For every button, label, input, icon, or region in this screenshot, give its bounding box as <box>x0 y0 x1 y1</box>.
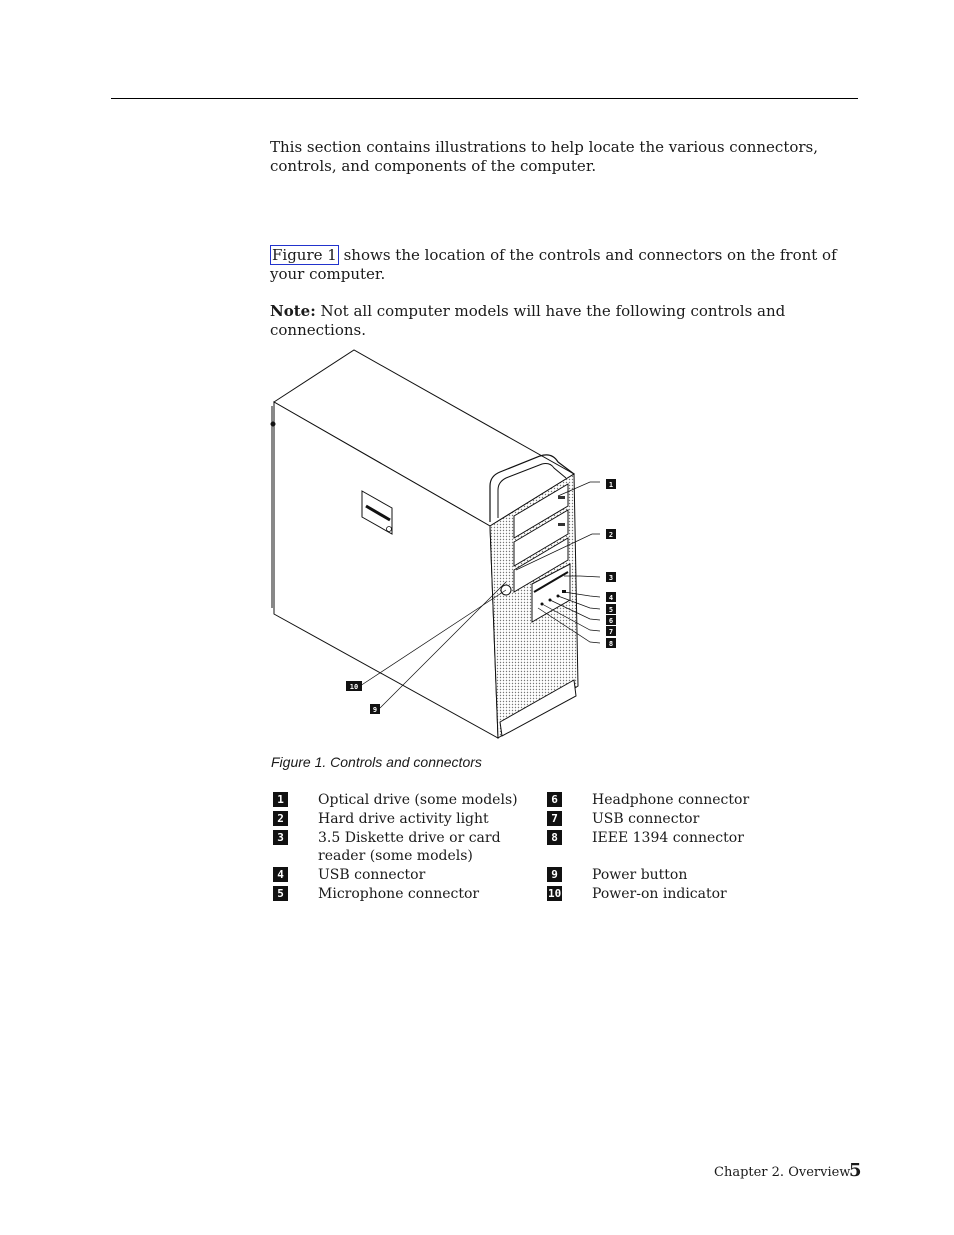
legend-badge: 5 <box>273 886 288 901</box>
legend-badge: 10 <box>548 887 562 900</box>
legend-item <box>273 866 426 884</box>
legend-label: IEEE 1394 connector <box>592 830 744 846</box>
legend-item <box>547 791 750 809</box>
legend-right <box>547 791 750 904</box>
legend-badge: 8 <box>547 830 562 845</box>
page-number: 5 <box>849 1160 862 1181</box>
intro-paragraph: This section contains illustrations to help locate the various connectors, controls, and components of the computer. <box>270 138 819 175</box>
note-label: Note: <box>270 302 316 320</box>
legend-item <box>547 866 688 884</box>
legend-label: USB connector <box>318 867 426 883</box>
svg-text:8: 8 <box>608 640 614 648</box>
callout-10 <box>346 681 362 691</box>
legend-item <box>273 829 501 865</box>
callout-5 <box>606 604 616 614</box>
callout-8 <box>606 638 616 648</box>
legend-label: Headphone connector <box>592 792 750 808</box>
callout-9 <box>370 704 380 714</box>
svg-text:3: 3 <box>608 574 614 582</box>
callout-2 <box>606 529 616 539</box>
note-paragraph <box>270 302 850 340</box>
callout-7 <box>606 626 616 636</box>
legend-badge: 9 <box>547 867 562 882</box>
legend-item <box>547 829 744 865</box>
legend-label: Power-on indicator <box>592 886 727 902</box>
figure-caption: Figure 1. Controls and connectors <box>271 754 482 770</box>
legend-item <box>273 885 480 903</box>
svg-text:10: 10 <box>349 683 359 691</box>
callout-4 <box>606 592 616 602</box>
legend-badge: 2 <box>273 811 288 826</box>
callout-6 <box>606 615 616 625</box>
svg-text:9: 9 <box>372 706 378 714</box>
legend-left <box>273 791 518 904</box>
legend-label: Optical drive (some models) <box>318 792 518 808</box>
front-intro-paragraph <box>270 246 850 284</box>
svg-text:5: 5 <box>608 606 614 614</box>
legend-item <box>547 810 700 828</box>
legend-item <box>273 810 489 828</box>
svg-text:2: 2 <box>608 531 614 539</box>
svg-text:7: 7 <box>608 628 614 636</box>
callout-3 <box>606 572 616 582</box>
legend-badge: 6 <box>547 792 562 807</box>
legend-item <box>547 885 727 903</box>
svg-text:1: 1 <box>608 481 614 489</box>
legend-badge: 7 <box>547 811 562 826</box>
legend-label: USB connector <box>592 811 700 827</box>
figure-1-link[interactable]: Figure 1 <box>272 246 337 264</box>
legend-badge: 3 <box>273 830 288 845</box>
legend-label: Power button <box>592 867 688 883</box>
note-text: Not all computer models will have the following controls and connections. <box>270 302 786 339</box>
legend-badge: 1 <box>273 792 288 807</box>
footer-chapter: Chapter 2. Overview <box>714 1165 851 1180</box>
callout-1 <box>606 479 616 489</box>
legend-label: Microphone connector <box>318 886 480 902</box>
svg-text:4: 4 <box>608 594 614 602</box>
legend-badge: 4 <box>273 867 288 882</box>
legend-item <box>273 791 518 809</box>
computer-front-illustration <box>262 346 622 746</box>
legend-label: Hard drive activity light <box>318 811 489 827</box>
header-rule <box>111 98 858 99</box>
legend-label: 3.5 Diskette drive or card reader (some models) <box>318 830 501 864</box>
svg-text:6: 6 <box>608 617 614 625</box>
front-intro-text: shows the location of the controls and connectors on the front of your computer. <box>270 246 837 283</box>
